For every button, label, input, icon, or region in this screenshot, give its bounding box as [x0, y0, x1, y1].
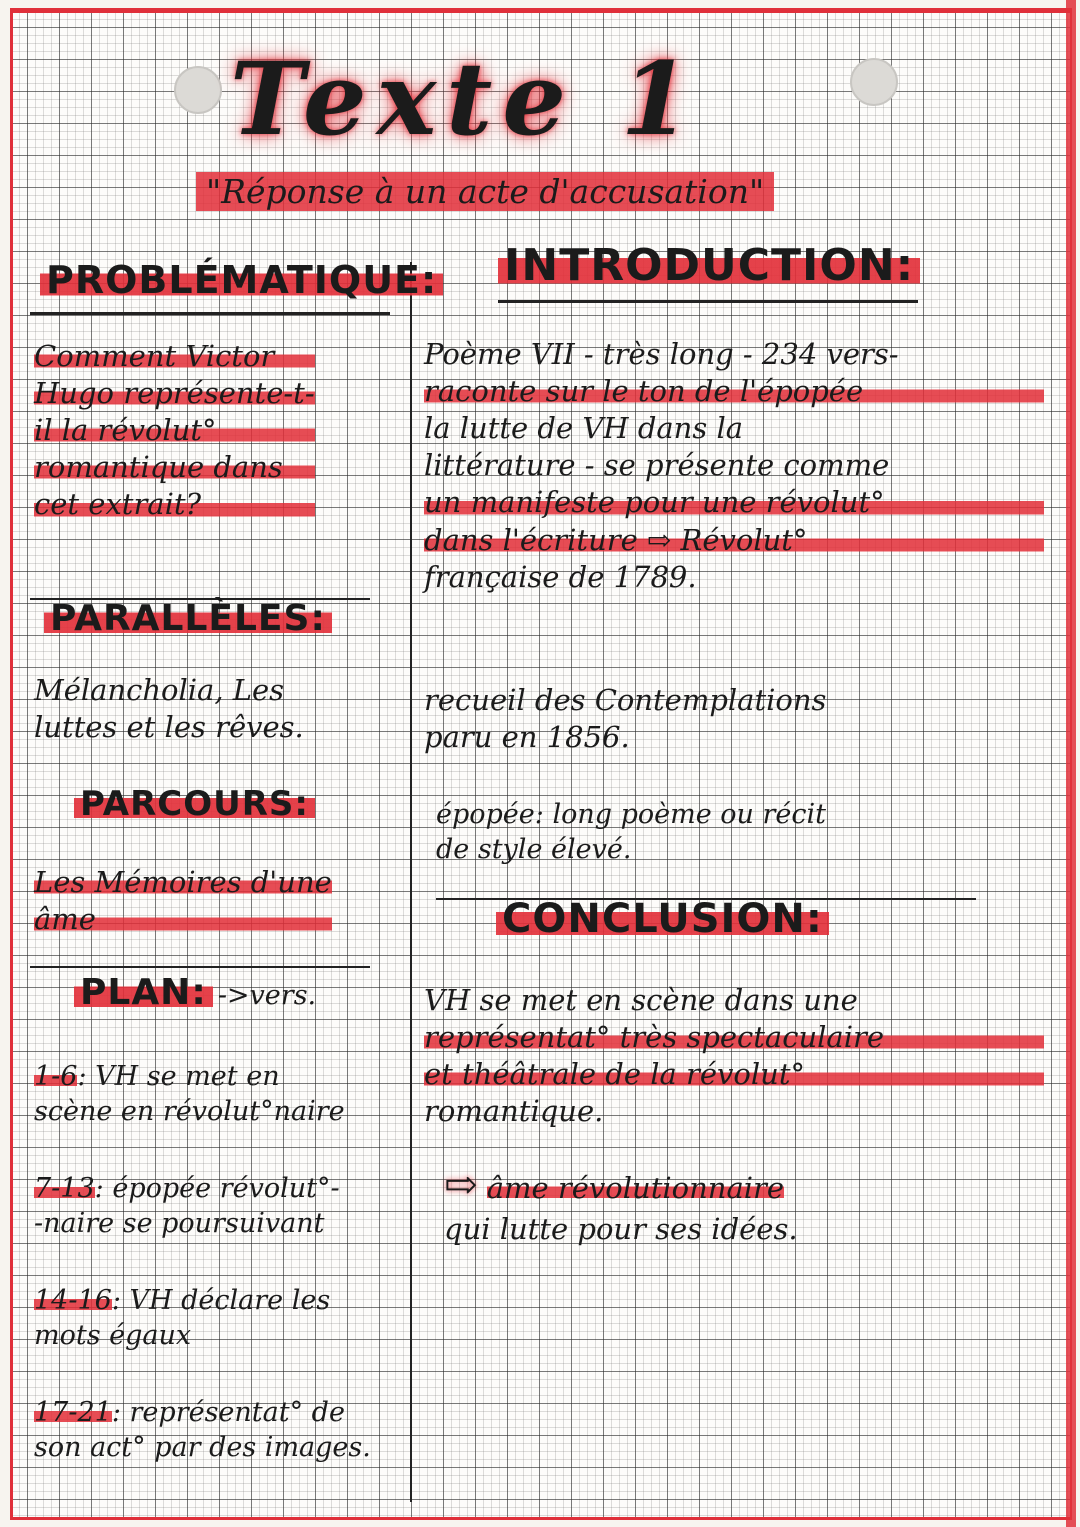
introduction-heading: INTRODUCTION:	[498, 240, 920, 291]
paralleles-text: Mélancholia, Les luttes et les rêves.	[34, 673, 304, 745]
plan-item: 17-21: représentat° de son act° par des images.	[34, 1397, 371, 1463]
plan-heading-row	[74, 972, 316, 1014]
introduction-text: Poème VII - très long - 234 vers- raconte sur le ton de l'épopée la lutte de VH dans la littérature - se présente comme un manifeste pour une révolut° dans l'écriture ⇨ Révolut° française de 1789.	[424, 336, 1044, 596]
plan-item: 1-6: VH se met en scène en révolut°naire	[34, 1061, 345, 1127]
conclusion-text: VH se met en scène dans une représentat° très spectaculaire et théâtrale de la révolut° romantique.	[424, 982, 1044, 1130]
epopee-definition: épopée: long poème ou récit de style élevé.	[436, 799, 826, 865]
parcours-heading: PARCOURS:	[74, 784, 315, 824]
recueil-text: recueil des Contemplations paru en 1856.	[424, 683, 827, 755]
binder-hole-left	[174, 66, 222, 114]
parcours-text: Les Mémoires d'une âme	[34, 864, 332, 938]
paralleles-heading: PARALLÈLES:	[44, 598, 332, 639]
conclusion-heading: CONCLUSION:	[496, 896, 829, 942]
plan-heading: PLAN:	[74, 972, 213, 1013]
problematique-underline	[30, 312, 390, 315]
page-subtitle: "Réponse à un acte d'accusation"	[196, 172, 774, 211]
column-divider	[410, 262, 412, 1502]
separator-line-2	[30, 966, 370, 968]
page-edge-rail	[1066, 0, 1076, 1527]
plan-item: 14-16: VH déclare les mots égaux	[34, 1285, 331, 1351]
problematique-heading: PROBLÉMATIQUE:	[40, 258, 443, 302]
page-title: Texte 1	[230, 40, 701, 158]
conclusion-final: ⇨ âme révolutionnaire qui lutte pour ses idées.	[444, 1162, 798, 1247]
plan-suffix: ->vers.	[217, 980, 317, 1011]
introduction-underline	[498, 300, 918, 303]
problematique-text: Comment Victor Hugo représente-t- il la révolut° romantique dans cet extrait?	[34, 338, 315, 524]
arrow-right-icon: ⇨	[444, 1162, 478, 1208]
binder-hole-right	[850, 58, 898, 106]
plan-item: 7-13: épopée révolut°- -naire se poursuivant	[34, 1173, 340, 1239]
